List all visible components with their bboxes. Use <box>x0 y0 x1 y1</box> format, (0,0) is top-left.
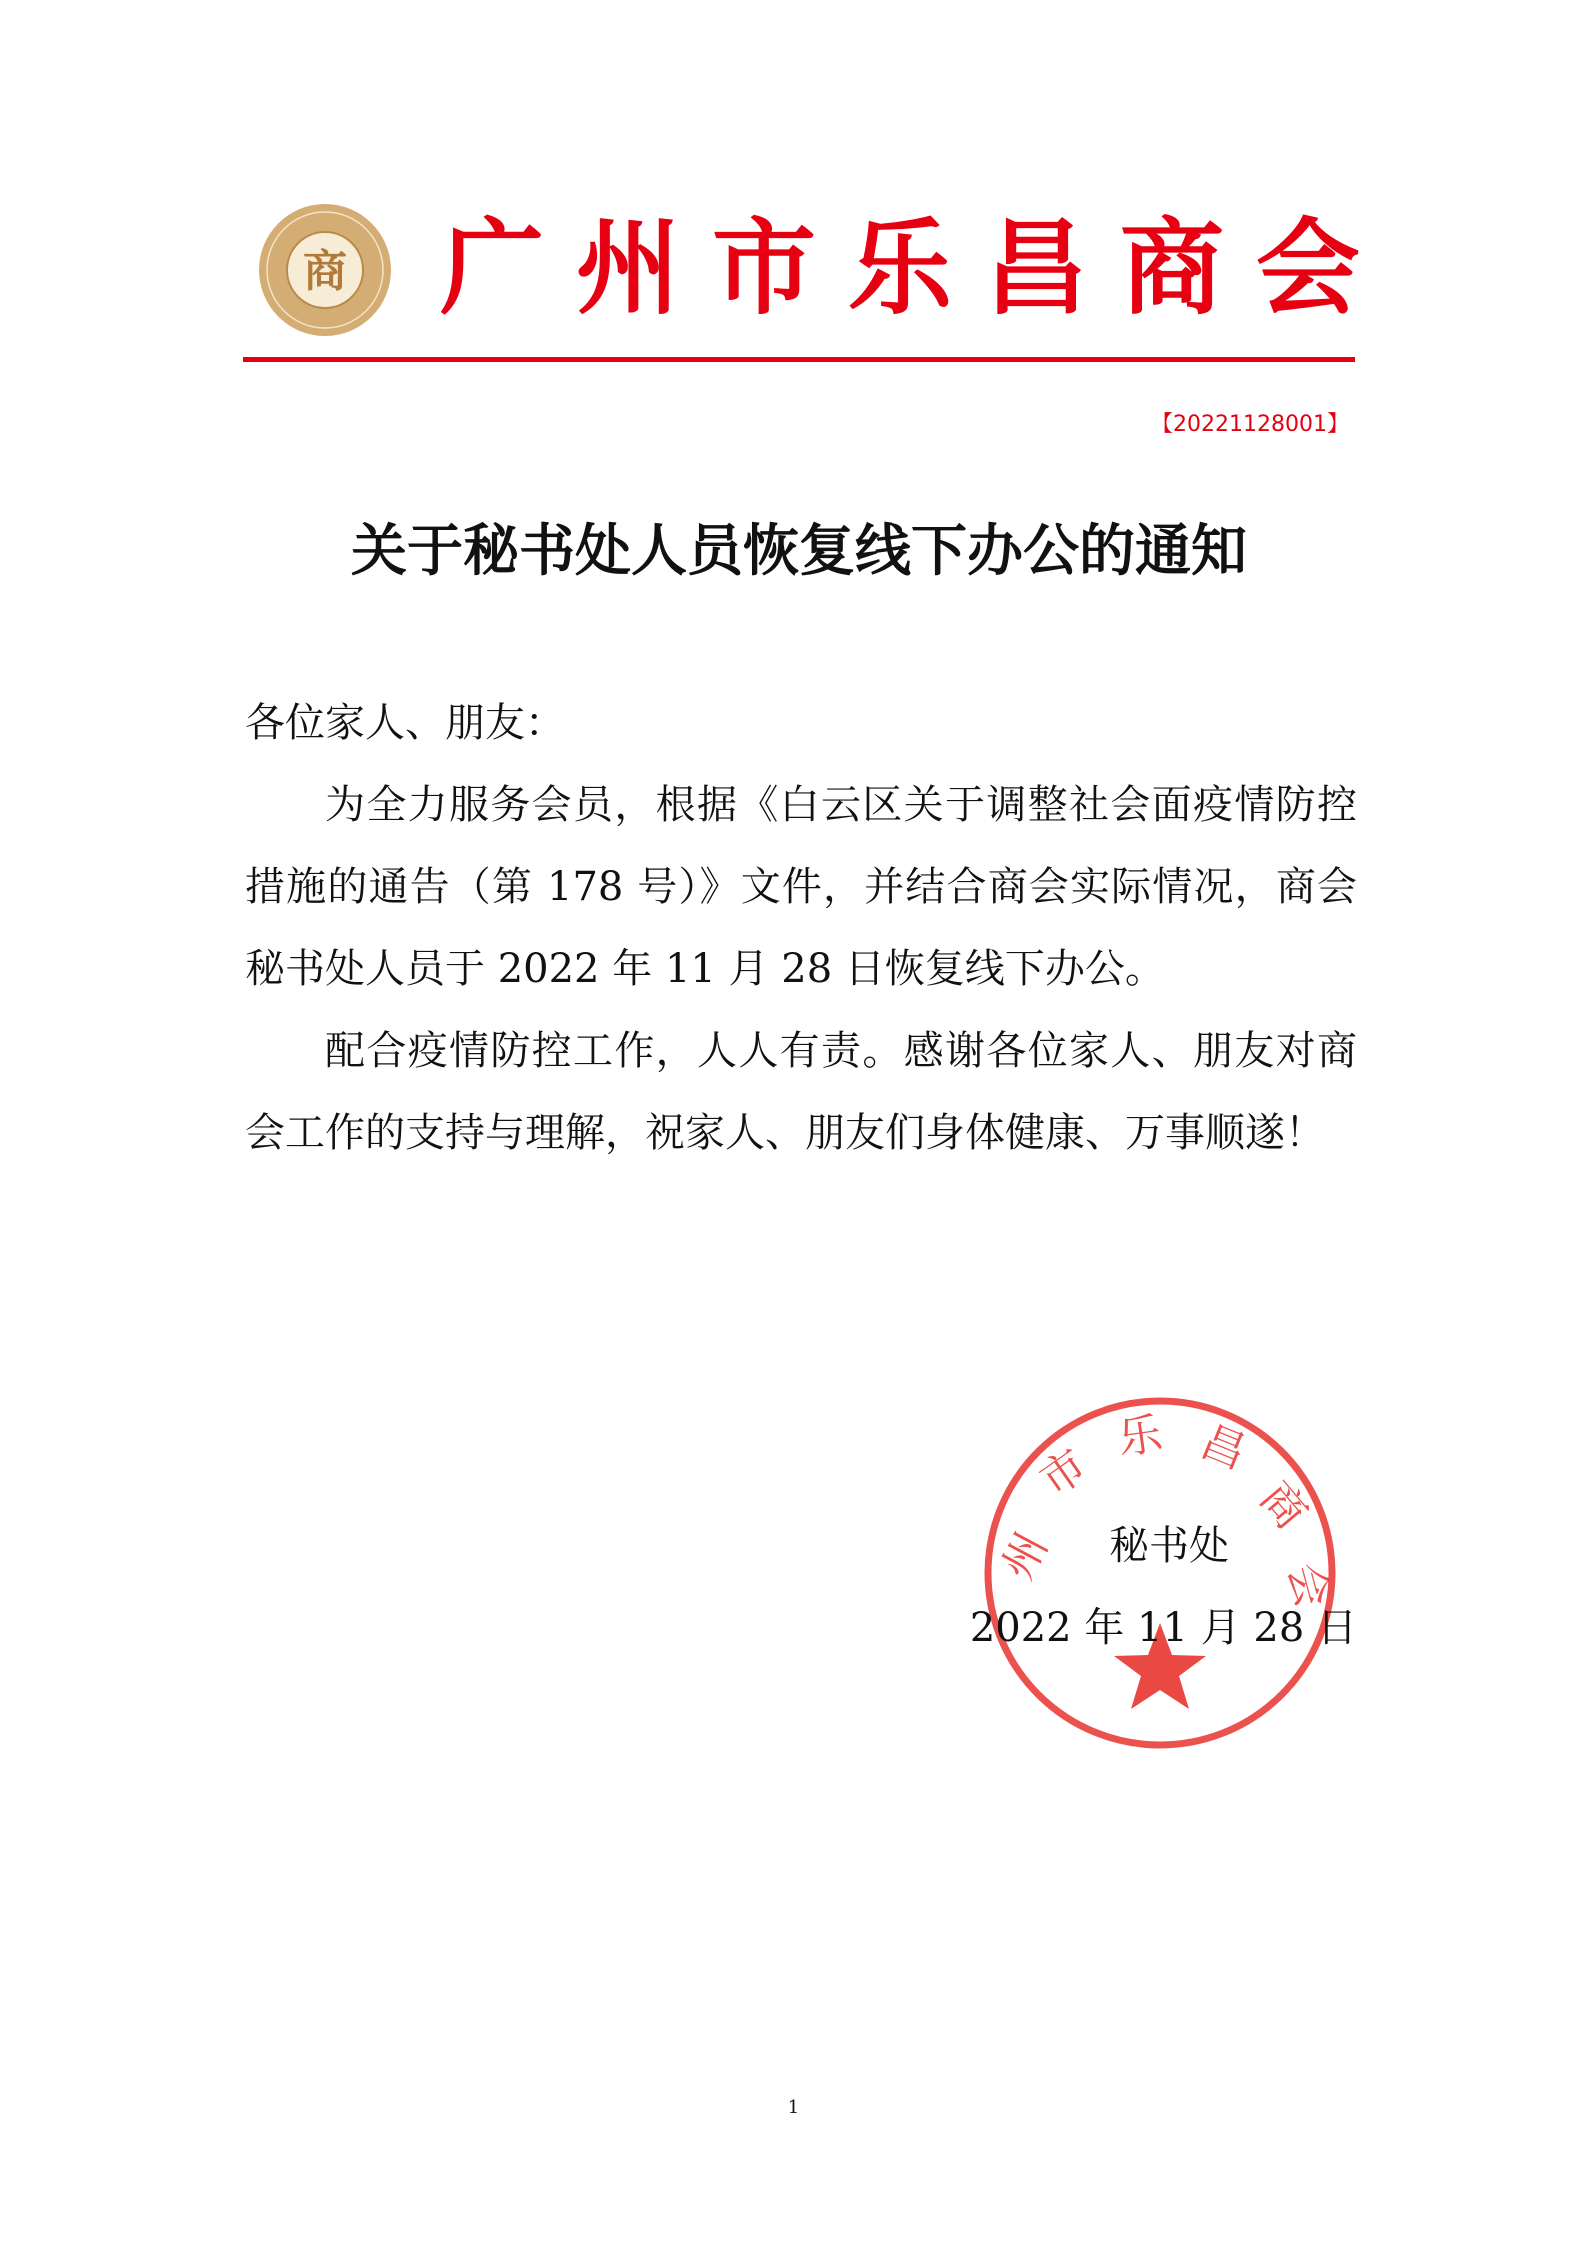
body-paragraph-2: 配合疫情防控工作，人人有责。感谢各位家人、朋友对商会工作的支持与理解，祝家人、朋友们身体健康、万事顺遂！ <box>245 1028 1357 1156</box>
logo-center-char: 商 <box>303 246 347 297</box>
document-title: 关于秘书处人员恢复线下办公的通知 <box>351 519 1247 584</box>
document-number: 【20221128001】 <box>1151 412 1349 437</box>
header-divider <box>243 357 1355 362</box>
body-paragraph-1: 为全力服务会员，根据《白云区关于调整社会面疫情防控措施的通告（第 178 号）》文件，并结合商会实际情况，商会秘书处人员于 2022 年 11 月 28 日恢复线下办公。 <box>245 782 1357 992</box>
org-name <box>440 208 1360 328</box>
chamber-logo-icon <box>258 203 392 337</box>
org-name-char: 会 <box>1255 207 1360 329</box>
signature-date: 2022 年 11 月 28 日 <box>969 1605 1357 1651</box>
signature-office: 秘书处 <box>1109 1523 1229 1569</box>
seal-char: 市 <box>1031 1439 1097 1507</box>
seal-char: 昌 <box>1193 1415 1254 1480</box>
seal-char: 乐 <box>1114 1408 1166 1465</box>
signature-block <box>970 1505 1357 1669</box>
org-name-char: 广 <box>440 207 545 329</box>
seal-char: 会 <box>1277 1557 1339 1614</box>
org-name-char: 市 <box>711 207 816 329</box>
org-name-char: 乐 <box>847 207 952 329</box>
org-name-char: 昌 <box>983 207 1088 329</box>
page-number: 1 <box>787 2097 800 2118</box>
org-name-char: 州 <box>575 207 680 329</box>
org-name-char: 商 <box>1119 207 1224 329</box>
document-body <box>245 682 1357 1174</box>
seal-char: 州 <box>992 1524 1059 1588</box>
salutation: 各位家人、朋友： <box>245 700 565 746</box>
seal-char: 商 <box>1249 1472 1317 1539</box>
